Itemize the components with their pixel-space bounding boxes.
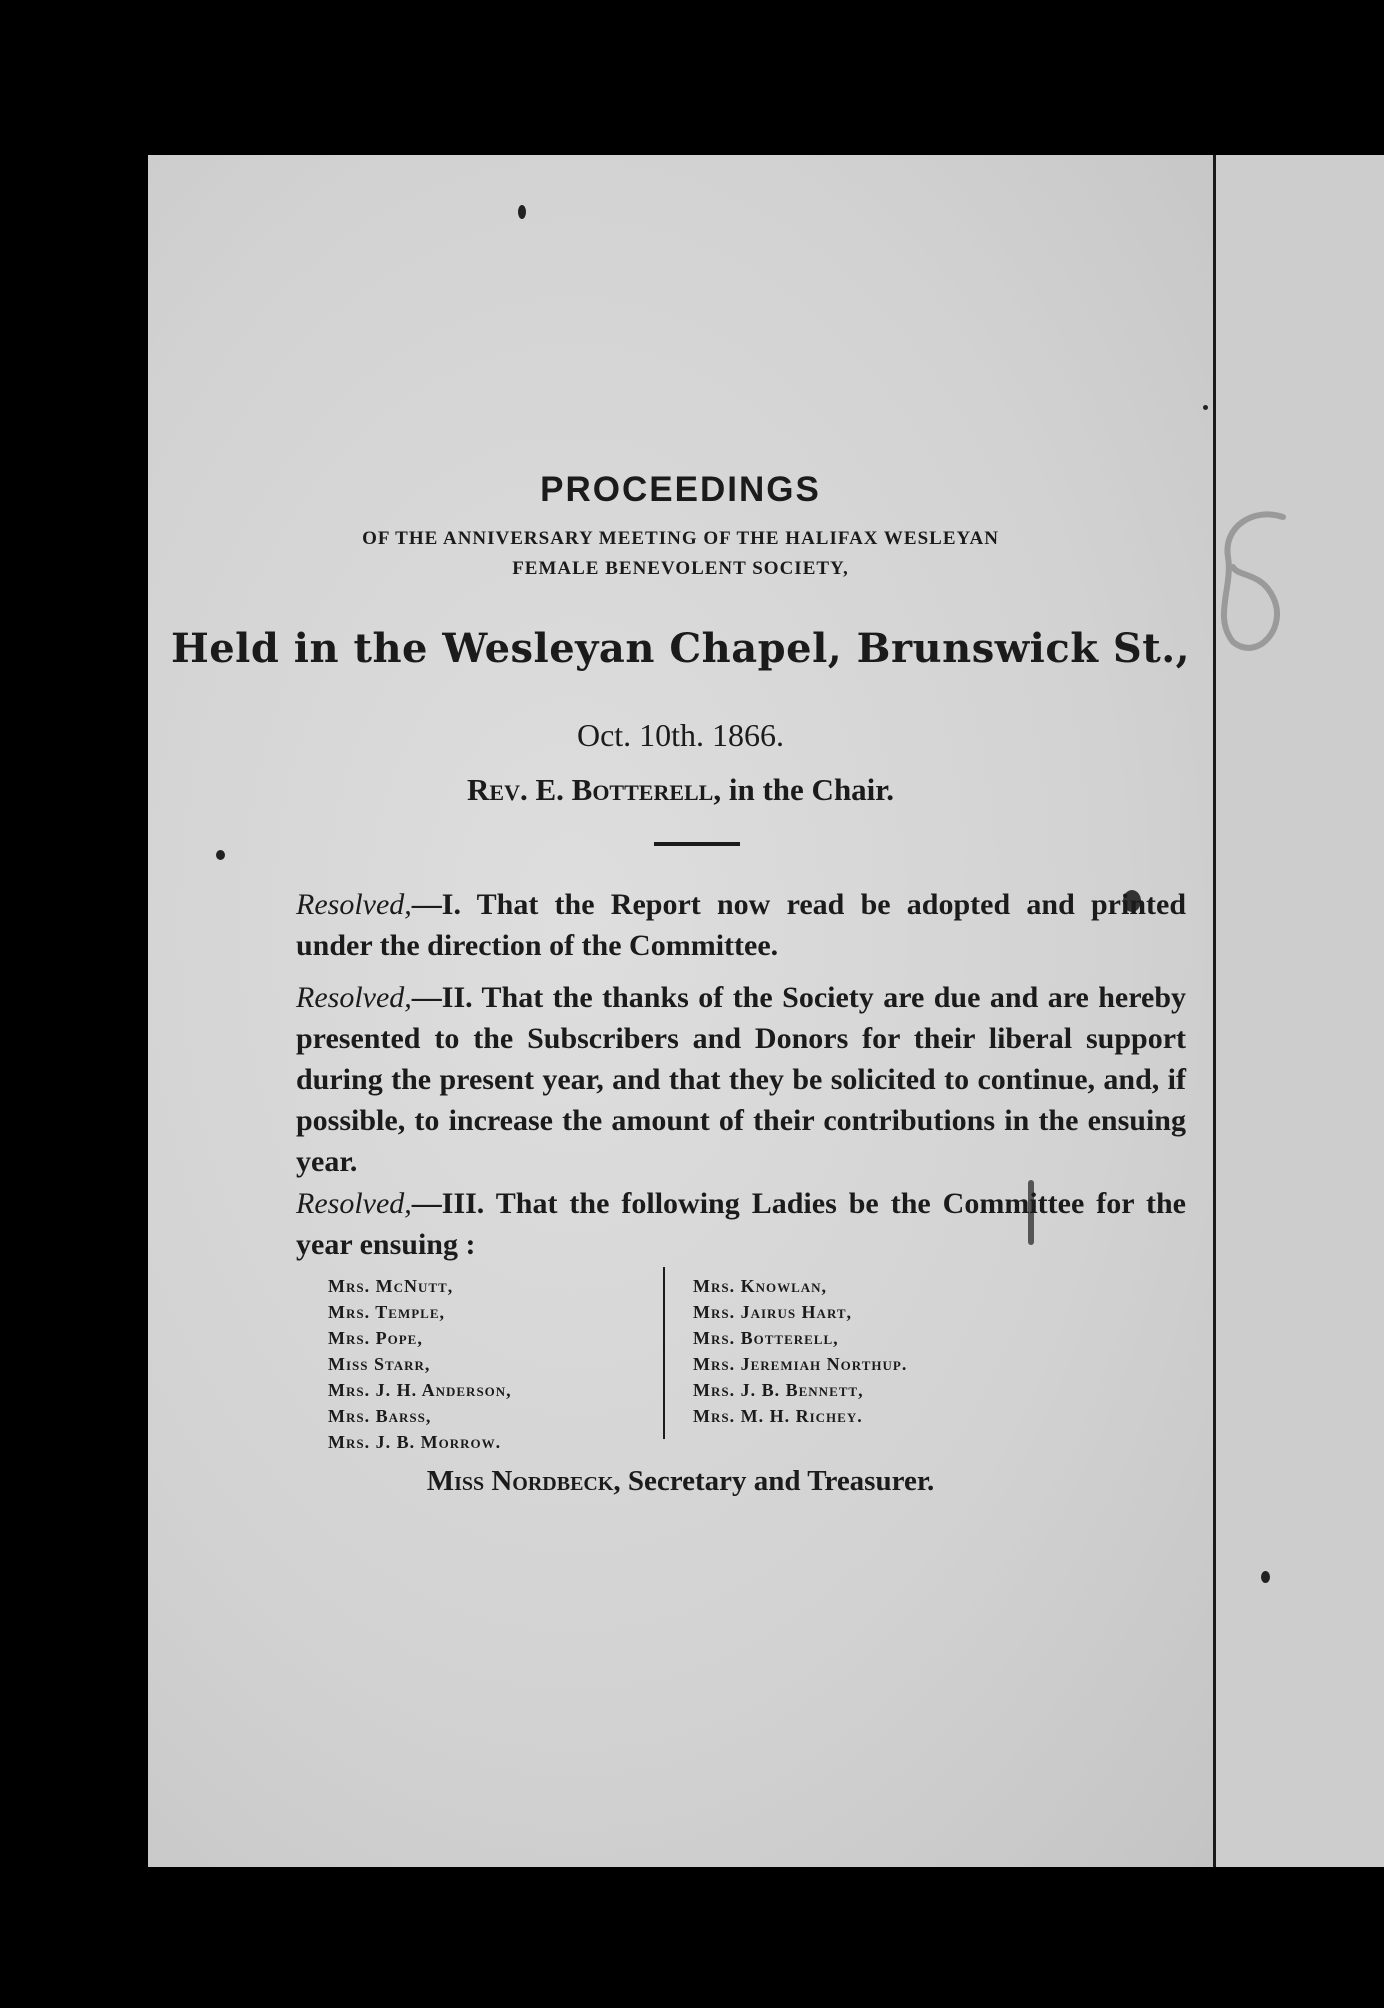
- committee-member: Mrs. M. H. Richey.: [693, 1406, 863, 1426]
- resolution-lead: Resolved,: [296, 1187, 412, 1220]
- date-line: Oct. 10th. 1866.: [576, 717, 785, 753]
- chair-suffix: in the Chair.: [721, 772, 894, 807]
- committee-member: Mrs. Barss,: [328, 1406, 432, 1426]
- document-page: [148, 155, 1213, 1867]
- committee-member: Mrs. Knowlan,: [693, 1276, 828, 1296]
- subtitle-line-1: OF THE ANNIVERSARY MEETING OF THE HALIFAX WESLEYAN: [362, 528, 999, 549]
- subtitle-line-2: FEMALE BENEVOLENT SOCIETY,: [512, 558, 849, 579]
- committee-member: Miss Starr,: [328, 1354, 431, 1374]
- committee-list-right: [693, 1273, 1053, 1429]
- resolution-3: [296, 1183, 1186, 1265]
- committee-member: Mrs. Pope,: [328, 1328, 423, 1348]
- committee-member: Mrs. Jeremiah Northup.: [693, 1354, 908, 1374]
- page-title: PROCEEDINGS: [540, 470, 821, 509]
- dust-speck: [1261, 1571, 1270, 1583]
- resolution-text: —I. That the Report now read be adopted and printed under the direction of the Committee.: [296, 888, 1186, 962]
- committee-member: Mrs. Jairus Hart,: [693, 1302, 853, 1322]
- resolution-text: —II. That the thanks of the Society are due and are hereby presented to the Subscribers and Donors for their liberal support during the present year, and that they be solicited to continue, and, if possible, to increase the amount of their contributions in the ensuing year.: [296, 981, 1186, 1178]
- committee-member: Mrs. J. H. Anderson,: [328, 1380, 512, 1400]
- dust-speck: [518, 205, 526, 219]
- resolution-lead: Resolved,: [296, 981, 412, 1014]
- committee-member: Mrs. Botterell,: [693, 1328, 839, 1348]
- divider-rule: [654, 842, 740, 846]
- venue-line: Held in the Wesleyan Chapel, Brunswick St.,: [170, 625, 1191, 672]
- committee-member: Mrs. J. B. Morrow.: [328, 1432, 502, 1452]
- adjacent-page-edge: [1213, 155, 1384, 1867]
- pencil-annotation: [1203, 507, 1295, 657]
- resolution-lead: Resolved,: [296, 888, 412, 921]
- resolution-1: [296, 884, 1186, 966]
- resolution-text: —III. That the following Ladies be the Committee for the year ensuing :: [296, 1187, 1186, 1261]
- secretary-name: Miss Nordbeck,: [426, 1465, 621, 1497]
- chair-name: Rev. E. Botterell,: [467, 772, 722, 807]
- secretary-line: [148, 1465, 1213, 1498]
- resolution-2: [296, 977, 1186, 1182]
- committee-list-left: [328, 1273, 628, 1455]
- dust-speck: [1203, 405, 1208, 410]
- dust-speck: [216, 850, 225, 860]
- secretary-role: Secretary and Treasurer.: [620, 1465, 935, 1497]
- chair-line: [148, 772, 1213, 808]
- committee-member: Mrs. McNutt,: [328, 1276, 454, 1296]
- committee-member: Mrs. J. B. Bennett,: [693, 1380, 864, 1400]
- committee-divider: [663, 1267, 665, 1439]
- committee-member: Mrs. Temple,: [328, 1302, 446, 1322]
